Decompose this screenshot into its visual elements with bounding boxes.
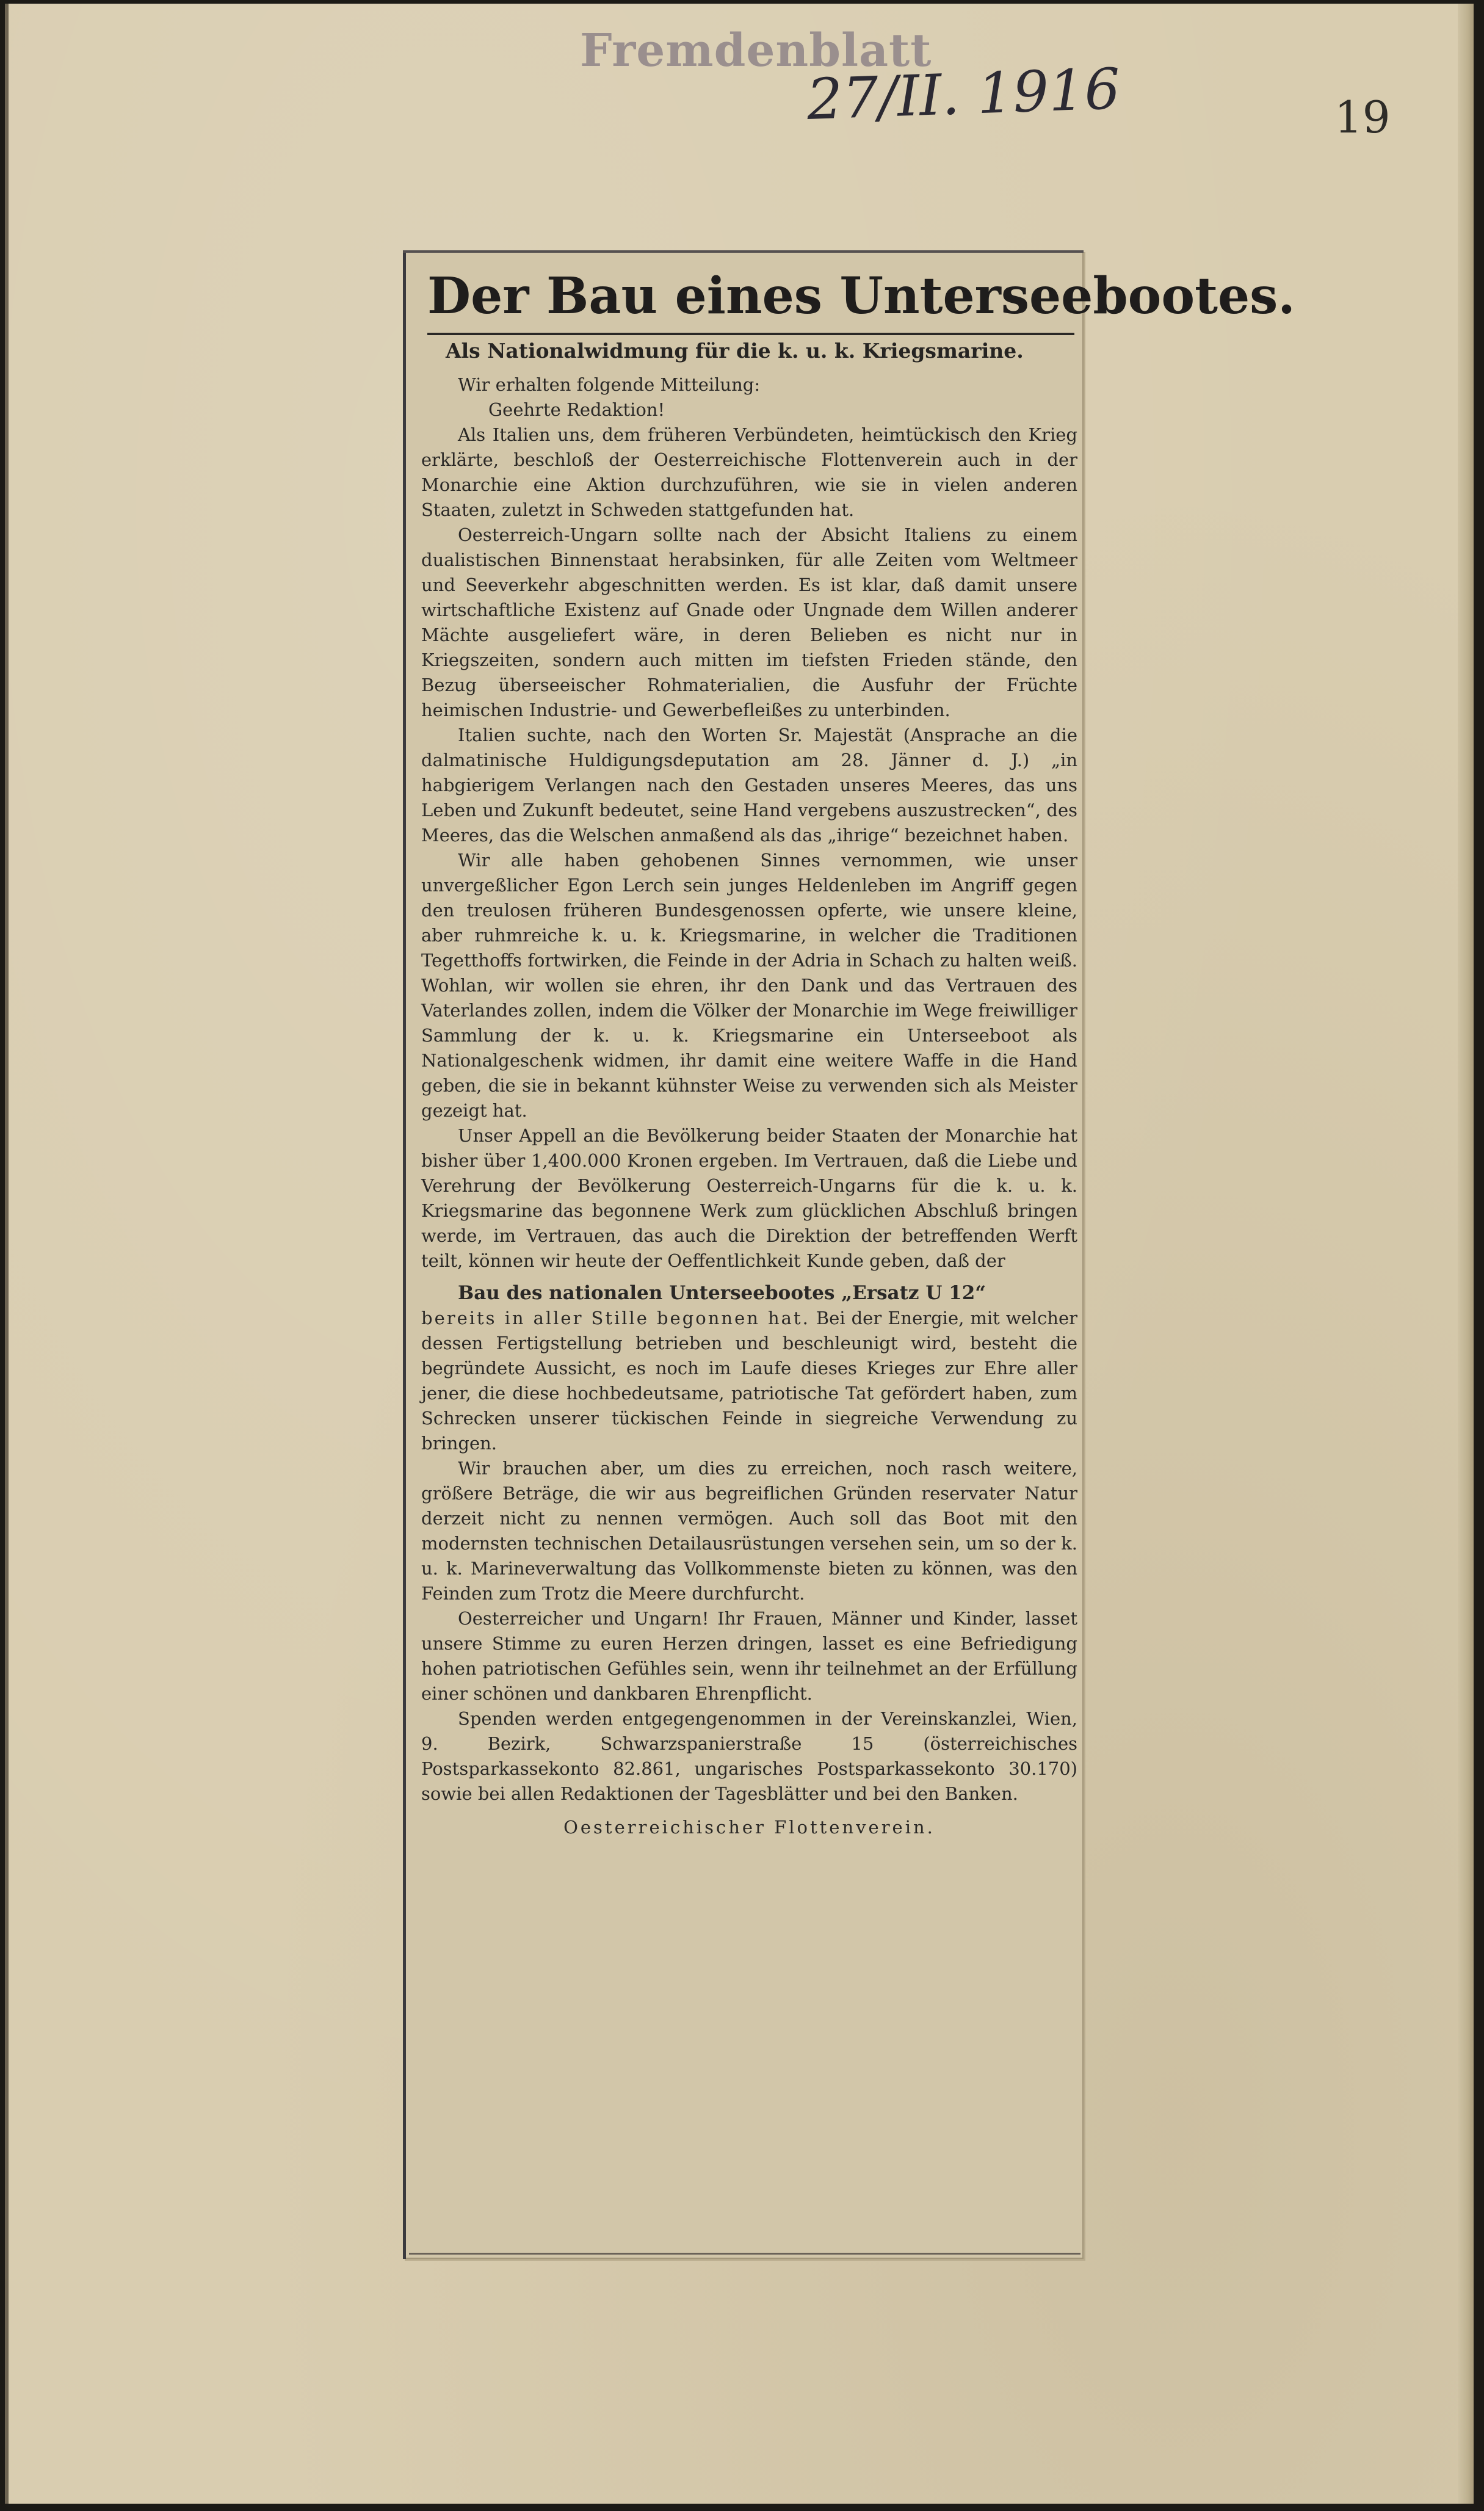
article-paragraph: Als Italien uns, dem früheren Verbündeten, heimtückisch den Krieg erklärte, beschloß der Oesterreichische Flottenverein auch in der Monarchie eine Aktion durchzuführen, wie sie in vielen anderen Staaten, zuletzt in Schweden stattgefunden hat.: [421, 424, 1077, 520]
article-subtitle: Als Nationalwidmung für die k. u. k. Kriegsmarine.: [446, 339, 1024, 363]
page-number: 19: [1334, 92, 1391, 143]
continuation-spaced-text: bereits in aller Stille begonnen hat.: [421, 1308, 810, 1328]
article-headline: Der Bau eines Unterseebootes.: [427, 267, 1295, 325]
article-bold-heading: Bau des nationalen Unterseebootes „Ersatz U 12“: [458, 1282, 986, 1304]
article-greeting: Geehrte Redaktion!: [488, 399, 665, 420]
article-intro: Wir erhalten folgende Mitteilung:: [458, 374, 761, 395]
article-paragraph: Unser Appell an die Bevölkerung beider Staaten der Monarchie hat bisher über 1,400.000 Kronen ergeben. Im Vertrauen, daß die Liebe und Verehrung der Bevölkerung Oesterreich-Ungarns für die k. u. k. Kriegsmarine das begonnene Werk zum glücklichen Abschluß bringen werde, im Vertrauen, das auch die Direktion der betreffenden Werft teilt, können wir heute der Oeffentlichkeit Kunde geben, daß der: [421, 1125, 1077, 1271]
archive-stamp: Fremdenblatt: [580, 24, 932, 77]
clipping-top-border: [403, 250, 1084, 253]
article-continuation: [421, 1306, 1077, 1456]
sheet-right-edge: [1458, 4, 1474, 2504]
sheet-left-edge: [5, 4, 9, 2504]
article-paragraph: Italien suchte, nach den Worten Sr. Majestät (Ansprache an die dalmatinische Huldigungsdeputation am 28. Jänner d. J.) „in habgierigem Verlangen nach den Gestaden unseres Meeres, das uns Leben und Zukunft bedeutet, seine Hand vergebens auszustrecken“, des Meeres, das die Welschen anmaßend als das „ihrige“ bezeichnet haben.: [421, 725, 1077, 846]
article-paragraph: Wir alle haben gehobenen Sinnes vernommen, wie unser unvergeßlicher Egon Lerch sein junges Heldenleben im Angriff gegen den treulosen früheren Bundesgenossen opferte, wie unsere kleine, aber ruhmreiche k. u. k. Kriegsmarine, in welcher die Traditionen Tegetthoffs fortwirken, die Feinde in der Adria in Schach zu halten weiß. Wohlan, wir wollen sie ehren, ihr den Dank und das Vertrauen des Vaterlandes zollen, indem die Völker der Monarchie im Wege freiwilliger Sammlung der k. u. k. Kriegsmarine ein Unterseeboot als Nationalgeschenk widmen, ihr damit eine weitere Waffe in die Hand geben, die sie in bekannt kühnster Weise zu verwenden sich als Meister gezeigt hat.: [421, 850, 1077, 1121]
article-paragraph: Wir brauchen aber, um dies zu erreichen, noch rasch weitere, größere Beträge, die wir aus begreiflichen Gründen reservater Natur derzeit nicht zu nennen vermögen. Auch soll das Boot mit den modernsten technischen Detailausrüstungen versehen sein, um so der k. u. k. Marineverwaltung das Vollkommenste bieten zu können, was den Feinden zum Trotz die Meere durchfurcht.: [421, 1458, 1077, 1604]
clipping-left-border: [403, 250, 406, 2259]
handwritten-date: 27/II. 1916: [806, 56, 1121, 132]
article-signature: Oesterreichischer Flottenverein.: [563, 1817, 935, 1838]
article-paragraph: Oesterreicher und Ungarn! Ihr Frauen, Männer und Kinder, lasset unsere Stimme zu euren Herzen dringen, lasset es eine Befriedigung hohen patriotischen Gefühles sein, wenn ihr teilnehmet an der Erfüllung einer schönen und dankbaren Ehrenpflicht.: [421, 1608, 1077, 1704]
continuation-rest-text: Bei der Energie, mit welcher dessen Fertigstellung betrieben und beschleunigt wird, besteht die begründete Aussicht, es noch im Laufe dieses Krieges zur Ehre aller jener, die diese hochbedeutsame, patriotische Tat gefördert haben, zum Schrecken unserer tückischen Feinde in siegreiche Verwendung zu bringen.: [421, 1308, 1078, 1454]
article-body: [421, 372, 1077, 1840]
clipping-bottom-rule: [409, 2253, 1080, 2255]
article-paragraph: Oesterreich-Ungarn sollte nach der Absicht Italiens zu einem dualistischen Binnenstaat herabsinken, für alle Zeiten vom Weltmeer und Seeverkehr abgeschnitten werden. Es ist klar, daß damit unsere wirtschaftliche Existenz auf Gnade oder Ungnade dem Willen anderer Mächte ausgeliefert wäre, in deren Belieben es nicht nur in Kriegszeiten, sondern auch mitten im tiefsten Frieden stände, den Bezug überseeischer Rohmaterialien, die Ausfuhr der Früchte heimischen Industrie- und Gewerbefleißes zu unterbinden.: [421, 524, 1077, 720]
article-paragraph: Spenden werden entgegengenommen in der Vereinskanzlei, Wien, 9. Bezirk, Schwarzspanierstraße 15 (österreichisches Postsparkassekonto 82.861, ungarisches Postsparkassekonto 30.170) sowie bei allen Redaktionen der Tagesblätter und bei den Banken.: [421, 1708, 1077, 1804]
